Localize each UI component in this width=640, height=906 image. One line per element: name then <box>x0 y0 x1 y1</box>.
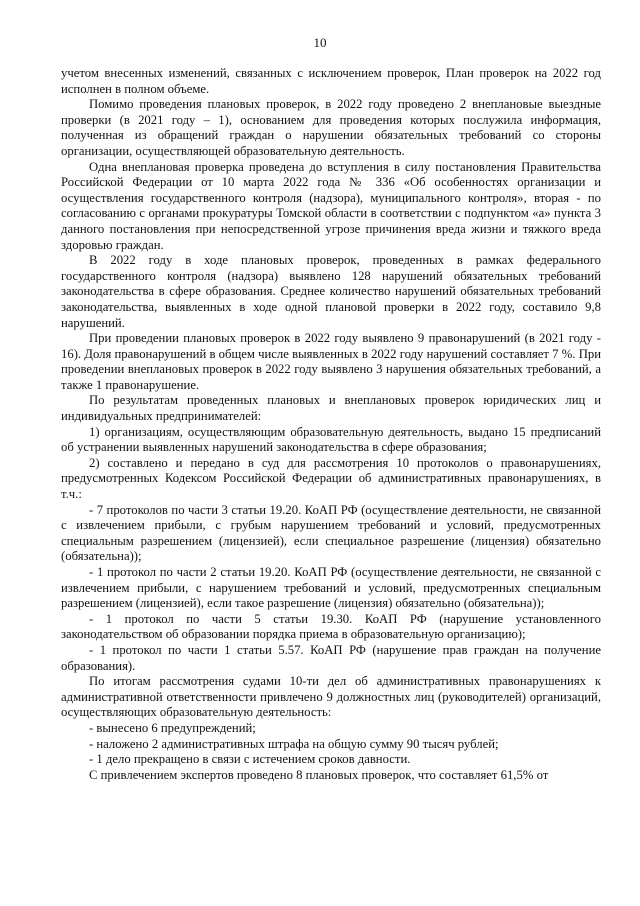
paragraph-court-results: По итогам рассмотрения судами 10-ти дел об административных правонарушениях к административной ответственности привлечено 9 должностных лиц (руководителей) организаций, осуществляющих образовательную деятельность: <box>61 674 601 720</box>
paragraph-plan-completion: учетом внесенных изменений, связанных с исключением проверок, План проверок на 2022 год исполнен в полном объеме. <box>61 66 601 96</box>
list-item-warnings: - вынесено 6 предупреждений; <box>89 720 256 735</box>
page-number: 10 <box>313 35 327 50</box>
list-item-protocols: 2) составлено и передано в суд для рассмотрения 10 протоколов о правонарушениях, предусмотренных Кодексом Российской Федерации об административных правонарушениях, в т.ч.: <box>61 455 601 502</box>
list-item-protocol-19-20-part2: - 1 протокол по части 2 статьи 19.20. КоАП РФ (осуществление деятельности, не связанной с извлечением прибыли, с нарушением требований и условий, предусмотренных специальным разрешением (лицензией), если такое разрешение (лицензия) обязательно (обязательна)); <box>61 565 601 611</box>
paragraph-unscheduled-inspections: Помимо проведения плановых проверок, в 2022 году проведено 2 внеплановые выездные проверки (в 2021 году – 1), основанием для проведения которых послужила информация, полученная из обращений граждан о нарушении обязательных требований со стороны организации, осуществляющей образовательную деятельность. <box>61 97 601 158</box>
page-body <box>61 66 601 783</box>
list-item-protocol-19-30: - 1 протокол по части 5 статьи 19.30. КоАП РФ (нарушение установленного законодательством об образовании порядка приема в образовательную организацию); <box>61 611 601 642</box>
list-item-protocol-19-20-part3: - 7 протоколов по части 3 статьи 19.20. КоАП РФ (осуществление деятельности, не связанной с извлечением прибыли, с грубым нарушением требований и условий, предусмотренных специальным разрешением (лицензией), если специальное разрешение (лицензия) обязательно (обязательна)); <box>61 502 601 564</box>
paragraph-offenses-found: При проведении плановых проверок в 2022 году выявлено 9 правонарушений (в 2021 году - 16). Доля правонарушений в общем числе выявленных в 2022 году нарушений составляет 7 %. При проведении внеплановых проверок в 2022 году выявлено 3 нарушения обязательных требований, а также 1 правонарушение. <box>61 331 601 392</box>
list-item-protocol-5-57: - 1 протокол по части 1 статьи 5.57. КоАП РФ (нарушение прав граждан на получение образования). <box>61 642 601 673</box>
list-item-orders-issued: 1) организациям, осуществляющим образовательную деятельность, выдано 15 предписаний об устранении выявленных нарушений законодательства в сфере образования; <box>61 424 601 455</box>
paragraph-experts: С привлечением экспертов проведено 8 плановых проверок, что составляет 61,5% от <box>89 767 549 782</box>
list-item-fines: - наложено 2 административных штрафа на общую сумму 90 тысяч рублей; <box>89 736 499 751</box>
paragraph-violations-found: В 2022 году в ходе плановых проверок, проведенных в рамках федерального государственного контроля (надзора) выявлено 128 нарушений обязательных требований законодательства в сфере образования. Среднее количество нарушений обязательных требований законодательства, выявленных в ходе одной плановой проверки в 2022 году, составило 9,8 нарушений. <box>61 253 601 330</box>
paragraph-unscheduled-basis: Одна внеплановая проверка проведена до вступления в силу постановления Правительства Российской Федерации от 10 марта 2022 года № 336 «Об особенностях организации и осуществления государственного контроля (надзора), муниципального контроля», вторая - по согласованию с органами прокуратуры Томской области в соответствии с подпунктом «а» пункта 3 данного постановления при непосредственной угрозе причинения вреда жизни и тяжкого вреда здоровью граждан. <box>61 159 601 252</box>
list-item-case-terminated: - 1 дело прекращено в связи с истечением сроков давности. <box>89 752 411 767</box>
paragraph-results-intro: По результатам проведенных плановых и внеплановых проверок юридических лиц и индивидуальных предпринимателей: <box>61 393 601 424</box>
